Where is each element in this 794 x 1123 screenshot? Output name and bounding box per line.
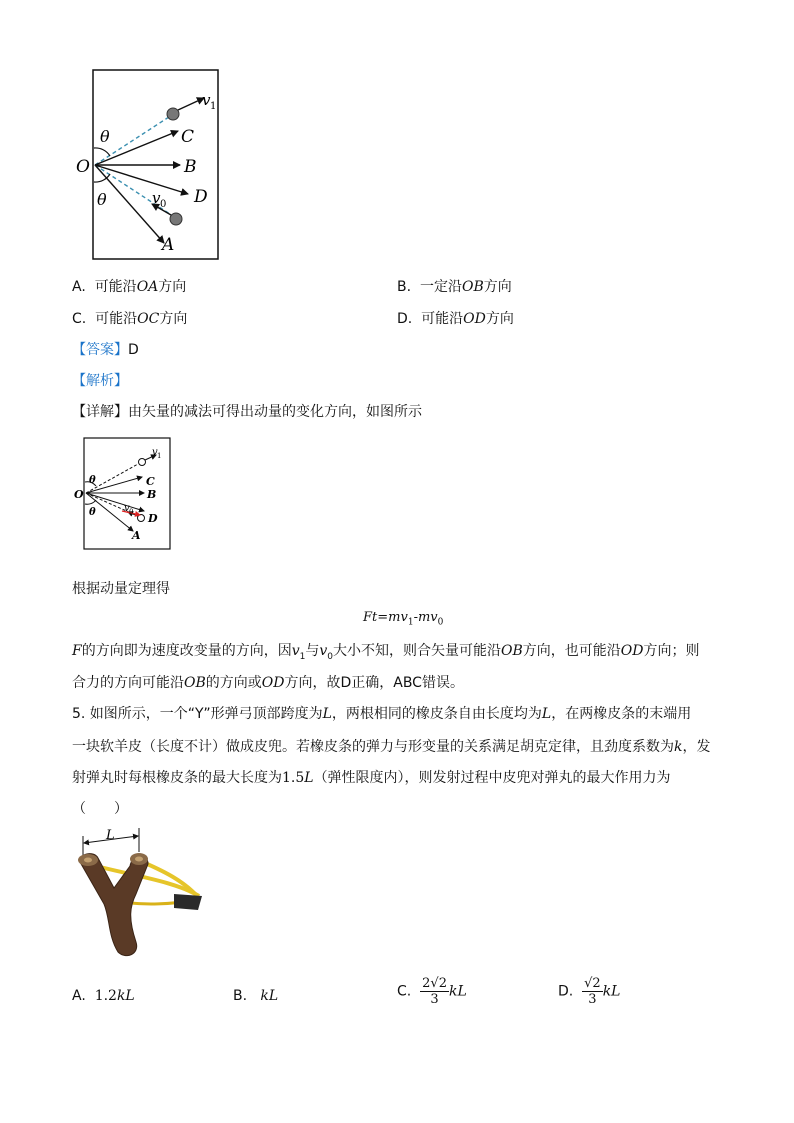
label-c: C [146, 475, 155, 488]
label-d: D [148, 512, 158, 525]
q5-option-d[interactable]: D. $\frac{√2}{3}$ kL [558, 976, 621, 1007]
explanation-line-2: 合力的方向可能沿OB的方向或OD方向，故D正确，ABC错误。 [72, 675, 464, 691]
label-v0: v [124, 503, 130, 514]
label-theta-top: θ [89, 475, 96, 486]
ball-lower [170, 213, 182, 225]
label-v1-sub: 1 [157, 452, 162, 460]
label-c: C [181, 127, 195, 147]
figure-vector-diagram-solution [70, 436, 175, 552]
ball-lower [138, 515, 145, 522]
momentum-equation: $Ft=mv_1-mv_0$ [363, 610, 444, 628]
label-o: O [76, 157, 90, 177]
label-v0-sub: 0 [160, 199, 167, 210]
detail-label: 【详解】 [72, 404, 128, 420]
q4-option-b[interactable]: B. 一定沿OB方向 [397, 279, 512, 295]
q5-option-c[interactable]: C. $\frac{2√2}{3}$ kL [397, 976, 467, 1007]
q5-line-1: 5. 如图所示，一个“Y”形弹弓顶部跨度为L，两根相同的橡皮条自由长度均为L，在两橡皮条的末端用 [72, 706, 692, 722]
label-v0: v [152, 189, 161, 207]
label-b: B [184, 157, 197, 177]
analysis-label: 【解析】 [72, 373, 128, 389]
label-a: A [132, 529, 141, 542]
fraction: $\frac{2√2}{3}$ [422, 976, 447, 1007]
q4-option-c[interactable]: C. 可能沿OC方向 [72, 311, 188, 327]
label-v1: v [202, 91, 211, 109]
q5-option-a[interactable]: A. 1.2kL [72, 988, 135, 1004]
q5-option-b[interactable]: B. kL [233, 988, 279, 1004]
label-theta-bottom: θ [89, 507, 96, 518]
explanation-line-1: F的方向即为速度改变量的方向，因$v_1$与$v_0$大小不知，则合矢量可能沿OB方向，也可能沿OD方向；则 [72, 643, 700, 662]
label-theta-bottom: θ [97, 190, 107, 209]
dimension-label: L [106, 828, 115, 843]
answer-label: 【答案】 [72, 342, 128, 358]
q5-line-3: 射弹丸时每根橡皮条的最大长度为1.5L（弹性限度内），则发射过程中皮兜对弹丸的最大作用力为 [72, 770, 671, 786]
answer-value: D [128, 342, 139, 358]
slingshot-image [74, 826, 209, 961]
q5-line-2: 一块软羊皮（长度不计）做成皮兜。若橡皮条的弹力与形变量的关系满足胡克定律，且劲度系数为k，发 [72, 739, 711, 755]
label-v1: v [152, 447, 158, 458]
detail-line [72, 401, 422, 421]
ball-upper [167, 108, 179, 120]
detail-text: 由矢量的减法可得出动量的变化方向，如图所示 [128, 404, 422, 420]
option-letter: A. [72, 279, 86, 295]
fraction: $\frac{√2}{3}$ [584, 976, 601, 1007]
option-letter: B. [397, 279, 412, 295]
theorem-line: 根据动量定理得 [72, 581, 170, 597]
label-o: O [74, 488, 84, 501]
label-theta-top: θ [100, 127, 110, 146]
q5-answer-paren: （ ） [72, 801, 128, 817]
arrow-od [95, 165, 188, 194]
arrow-v1 [178, 98, 204, 110]
label-d: D [194, 187, 208, 207]
label-v1-sub: 1 [210, 101, 217, 112]
answer-line [72, 339, 139, 359]
option-letter: C. [72, 311, 87, 327]
label-v0-sub: 0 [129, 508, 134, 516]
label-a: A [162, 235, 175, 255]
label-b: B [147, 488, 157, 501]
figure-vector-diagram [76, 68, 225, 263]
q4-option-a[interactable]: A. 可能沿OA方向 [72, 279, 187, 295]
ball-upper [139, 459, 146, 466]
option-letter: D. [397, 311, 413, 327]
q4-option-d[interactable]: D. 可能沿OD方向 [397, 311, 514, 327]
